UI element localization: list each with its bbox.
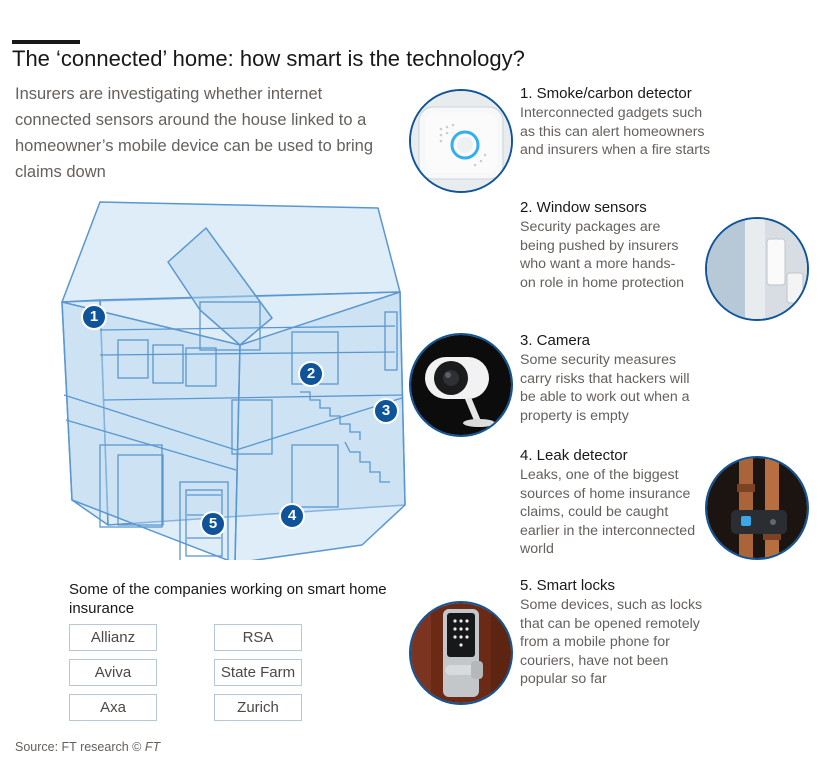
feature-description: Interconnected gadgets such as this can alert homeowners and insurers when a fire starts bbox=[520, 105, 711, 159]
feature-title: 1. Smoke/carbon detector bbox=[520, 85, 692, 102]
company-box: Aviva bbox=[69, 659, 157, 686]
page-title: The ‘connected’ home: how smart is the technology? bbox=[12, 46, 525, 71]
feature-title: 4. Leak detector bbox=[520, 447, 628, 464]
feature-description: Leaks, one of the biggest sources of home insurance claims, could be caught earlier in the interconnected world bbox=[520, 467, 696, 558]
feature-title: 5. Smart locks bbox=[520, 577, 616, 594]
feature-smoke-detector bbox=[520, 84, 720, 160]
feature-smart-locks bbox=[520, 576, 720, 689]
camera-icon bbox=[409, 333, 513, 437]
company-box: Allianz bbox=[69, 624, 157, 651]
feature-title: 3. Camera bbox=[520, 332, 591, 349]
marker-1: 1 bbox=[81, 304, 107, 330]
marker-5: 5 bbox=[200, 511, 226, 537]
feature-description: Some security measures carry risks that hackers will be able to work out when a property is empty bbox=[520, 352, 690, 424]
companies-heading: Some of the companies working on smart home insurance bbox=[69, 581, 387, 617]
source-note bbox=[15, 740, 160, 754]
company-box: Zurich bbox=[214, 694, 302, 721]
feature-title: 2. Window sensors bbox=[520, 199, 647, 216]
marker-3: 3 bbox=[373, 398, 399, 424]
page-subtitle: Insurers are investigating whether internet connected sensors around the house linked to a homeowner’s mobile device can be used to bring claims down bbox=[15, 85, 374, 181]
smoke-detector-icon bbox=[409, 89, 513, 193]
feature-window-sensors bbox=[520, 198, 720, 292]
house-illustration bbox=[0, 190, 410, 560]
marker-2: 2 bbox=[298, 361, 324, 387]
company-box: State Farm bbox=[214, 659, 302, 686]
source-brand: FT bbox=[144, 740, 161, 754]
leak-detector-icon bbox=[705, 456, 809, 560]
company-box: Axa bbox=[69, 694, 157, 721]
feature-description: Security packages are being pushed by insurers who want a more hands-on role in home protection bbox=[520, 219, 685, 291]
marker-4: 4 bbox=[279, 503, 305, 529]
feature-description: Some devices, such as locks that can be opened remotely from a mobile phone for couriers, have not been popular so far bbox=[520, 597, 703, 688]
feature-leak-detector bbox=[520, 446, 720, 559]
title-rule bbox=[12, 40, 80, 44]
window-sensor-icon bbox=[705, 217, 809, 321]
company-box: RSA bbox=[214, 624, 302, 651]
source-text: Source: FT research © bbox=[15, 740, 145, 754]
smart-lock-icon bbox=[409, 601, 513, 705]
feature-camera bbox=[520, 331, 720, 425]
